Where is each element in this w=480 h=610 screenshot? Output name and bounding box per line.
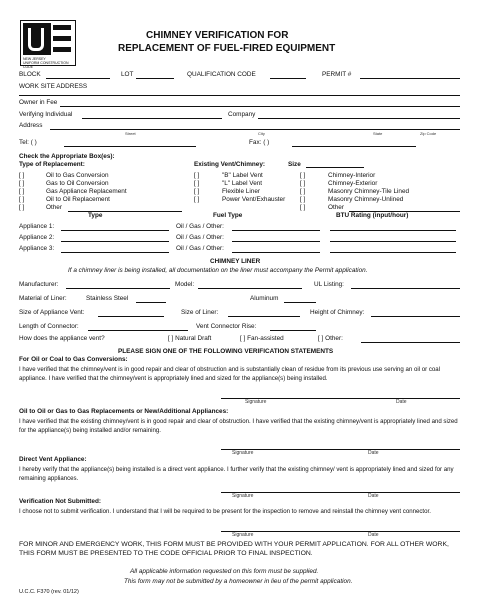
lot-label: LOT: [121, 71, 134, 78]
owner-field[interactable]: [60, 106, 460, 107]
size-liner-label: Size of Liner:: [181, 309, 219, 316]
vent-b-label: "B" Label Vent: [222, 172, 263, 179]
stainless-steel-field[interactable]: [136, 302, 166, 303]
section-1-signature-caption: Signature: [245, 399, 267, 405]
size-vent-label: Size of Appliance Vent:: [19, 309, 85, 316]
chimney-liner-heading: CHIMNEY LINER: [210, 258, 261, 265]
length-connector-field[interactable]: [88, 330, 188, 331]
footer-note-2: This form may not be submitted by a homeowner in lieu of the permit application.: [124, 578, 353, 585]
section-2-signature-caption: Signature: [232, 450, 254, 456]
vent-flexible-liner: Flexible Liner: [222, 188, 261, 195]
appliance-3-fuel-label: Oil / Gas / Other:: [176, 245, 224, 252]
replacement-gas-appliance: Gas Appliance Replacement: [46, 188, 127, 195]
replacement-box-2[interactable]: [ ]: [19, 180, 25, 187]
replacement-oil-to-oil: Oil to Oil Replacement: [46, 196, 110, 203]
vent-box-3[interactable]: [ ]: [194, 188, 200, 195]
size-heading: Size: [288, 161, 301, 168]
replacement-other-field[interactable]: [68, 211, 182, 212]
size-field[interactable]: [306, 167, 364, 168]
company-label: Company: [228, 111, 256, 118]
replacement-other: Other: [46, 204, 62, 211]
appliance-3-type-field[interactable]: [61, 252, 169, 253]
replacement-box-1[interactable]: [ ]: [19, 172, 25, 179]
permit-label: PERMIT #: [322, 71, 352, 78]
logo-c-mark: [51, 23, 71, 55]
section-direct-vent-text: I hereby verify that the appliance(s) being installed is a direct vent appliance. I further verify that the existing chimney/ vent is appropriately lined and sized for any remaining appliances.: [19, 466, 454, 482]
verifying-field[interactable]: [82, 118, 222, 119]
block-field[interactable]: [46, 78, 110, 79]
chimney-box-2[interactable]: [ ]: [300, 180, 306, 187]
chimney-interior: Chimney-Interior: [328, 172, 376, 179]
replacement-gas-to-oil: Gas to Oil Conversion: [46, 180, 109, 187]
appliance-2-fuel-label: Oil / Gas / Other:: [176, 234, 224, 241]
section-2-date-caption: Date: [368, 450, 379, 456]
replacement-box-5[interactable]: [ ]: [19, 204, 25, 211]
section-not-submitted-title: Verification Not Submitted:: [19, 498, 102, 505]
company-field[interactable]: [258, 118, 460, 119]
section-1-date-caption: Date: [396, 399, 407, 405]
form-title-1: CHIMNEY VERIFICATION FOR: [146, 30, 289, 41]
aluminum-label: Aluminum: [250, 295, 279, 302]
vent-rise-field[interactable]: [270, 330, 316, 331]
check-boxes-heading: Check the Appropriate Box(es):: [19, 153, 115, 160]
material-label: Material of Liner:: [19, 295, 67, 302]
permit-field[interactable]: [360, 78, 460, 79]
section-4-signature-caption: Signature: [232, 532, 254, 538]
qualification-code-field[interactable]: [270, 78, 306, 79]
section-oil-coal-text: I have verified that the chimney/vent is in good repair and clear of obstruction and is substantially clean of residue from its previous use serving an oil or coal appliance. I have verified that the chimney/vent is appropriately lined and sized for the appliance(s) being installed.: [19, 366, 441, 382]
ucc-logo: [20, 20, 76, 69]
form-id: U.C.C. F370 (rev. 01/12): [19, 589, 79, 595]
appliance-2-btu-field[interactable]: [330, 241, 456, 242]
vent-box-1[interactable]: [ ]: [194, 172, 200, 179]
section-replacements-title: Oil to Oil or Gas to Gas Replacements or New/Additional Appliances:: [19, 408, 229, 415]
appliance-2-type-field[interactable]: [61, 241, 169, 242]
section-3-signature-caption: Signature: [232, 493, 254, 499]
manufacturer-label: Manufacturer:: [19, 281, 59, 288]
vent-box-2[interactable]: [ ]: [194, 180, 200, 187]
lot-field[interactable]: [136, 78, 174, 79]
other-vent-option[interactable]: [ ] Other:: [318, 335, 343, 342]
chimney-liner-note: If a chimney liner is being installed, all documentation on the liner must accompany the Permit application.: [68, 267, 368, 274]
model-label: Model:: [175, 281, 195, 288]
work-site-field[interactable]: [19, 95, 460, 96]
type-column-heading: Type: [88, 212, 103, 219]
ul-listing-label: UL Listing:: [314, 281, 344, 288]
logo-text: NEW JERSEY UNIFORM CONSTRUCTION CODE: [23, 57, 69, 69]
section-direct-vent-title: Direct Vent Appliance:: [19, 456, 87, 463]
height-chimney-label: Height of Chimney:: [310, 309, 365, 316]
model-field[interactable]: [198, 288, 302, 289]
footer-instructions: FOR MINOR AND EMERGENCY WORK, THIS FORM MUST BE PROVIDED WITH YOUR PERMIT APPLICATION. FOR ALL OTHER WORK, THIS FORM MUST BE PRESENTED TO THE CODE OFFICIAL PRIOR TO FINAL INSPECTION.: [19, 541, 449, 557]
vent-rise-label: Vent Connector Rise:: [196, 323, 257, 330]
appliance-1-label: Appliance 1:: [19, 223, 55, 230]
section-3-date-caption: Date: [368, 493, 379, 499]
section-oil-coal-title: For Oil or Coal to Gas Conversions:: [19, 356, 128, 363]
size-liner-field[interactable]: [228, 316, 300, 317]
chimney-box-4[interactable]: [ ]: [300, 196, 306, 203]
form-title-2: REPLACEMENT OF FUEL-FIRED EQUIPMENT: [118, 43, 336, 54]
fax-label: Fax: ( ): [249, 139, 270, 146]
height-chimney-field[interactable]: [371, 316, 460, 317]
natural-draft-option[interactable]: [ ] Natural Draft: [168, 335, 212, 342]
work-site-label: WORK SITE ADDRESS: [19, 83, 88, 90]
chimney-exterior: Chimney-Exterior: [328, 180, 378, 187]
section-not-submitted-text: I choose not to submit verification. I understand that I will be required to be present for the inspection to remove and reinstall the chimney vent connector.: [19, 508, 431, 515]
chimney-masonry-unlined: Masonry Chimney-Unlined: [328, 196, 404, 203]
chimney-other: Other: [328, 204, 344, 211]
zip-caption: Zip Code: [420, 131, 437, 136]
section-4-signature-line[interactable]: [221, 531, 460, 532]
logo-u-block: [23, 23, 51, 55]
replacement-box-4[interactable]: [ ]: [19, 196, 25, 203]
fax-field[interactable]: [292, 146, 416, 147]
aluminum-field[interactable]: [284, 302, 316, 303]
qualification-code-label: QUALIFICATION CODE: [187, 71, 256, 78]
section-4-date-caption: Date: [368, 532, 379, 538]
footer-note-1: All applicable information requested on this form must be supplied.: [130, 568, 319, 575]
vent-box-4[interactable]: [ ]: [194, 196, 200, 203]
tel-field[interactable]: [64, 146, 196, 147]
chimney-box-3[interactable]: [ ]: [300, 188, 306, 195]
appliance-2-fuel-field[interactable]: [232, 241, 320, 242]
chimney-masonry-tile: Masonry Chimney-Tile Lined: [328, 188, 410, 195]
vent-power-exhauster: Power Vent/Exhauster: [222, 196, 286, 203]
btu-column-heading: BTU Rating (input/hour): [336, 212, 409, 219]
tel-label: Tel: ( ): [19, 139, 37, 146]
stainless-steel-label: Stainless Steel: [86, 295, 129, 302]
how-vent-label: How does the appliance vent?: [19, 335, 105, 342]
size-vent-field[interactable]: [98, 316, 164, 317]
sign-one-heading: PLEASE SIGN ONE OF THE FOLLOWING VERIFICATION STATEMENTS: [118, 348, 334, 355]
appliance-2-label: Appliance 2:: [19, 234, 55, 241]
state-caption: State: [373, 131, 383, 136]
chimney-box-5[interactable]: [ ]: [300, 204, 306, 211]
appliance-1-fuel-field[interactable]: [232, 230, 320, 231]
chimney-box-1[interactable]: [ ]: [300, 172, 306, 179]
other-vent-field[interactable]: [361, 342, 460, 343]
address-field[interactable]: [50, 129, 460, 130]
ul-listing-field[interactable]: [351, 288, 460, 289]
fuel-column-heading: Fuel Type: [213, 212, 243, 219]
vent-l-label: "L" Label Vent: [222, 180, 263, 187]
section-2-signature-line[interactable]: [221, 449, 460, 450]
replacement-oil-to-gas: Oil to Gas Conversion: [46, 172, 109, 179]
length-connector-label: Length of Connector:: [19, 323, 79, 330]
replacement-box-3[interactable]: [ ]: [19, 188, 25, 195]
type-replacement-heading: Type of Replacement:: [19, 161, 85, 168]
city-caption: City: [258, 131, 265, 136]
appliance-1-fuel-label: Oil / Gas / Other:: [176, 223, 224, 230]
address-label: Address: [19, 122, 43, 129]
street-caption: Street: [125, 131, 136, 136]
appliance-1-btu-field[interactable]: [330, 230, 456, 231]
fan-assisted-option[interactable]: [ ] Fan-assisted: [240, 335, 284, 342]
verifying-label: Verifying Individual: [19, 111, 73, 118]
section-3-signature-line[interactable]: [221, 492, 460, 493]
owner-label: Owner in Fee: [19, 99, 58, 106]
appliance-3-btu-field[interactable]: [330, 252, 456, 253]
appliance-1-type-field[interactable]: [61, 230, 169, 231]
manufacturer-field[interactable]: [66, 288, 170, 289]
appliance-3-label: Appliance 3:: [19, 245, 55, 252]
section-replacements-text: I have verified that the existing chimney/vent is in good repair and clear of obstruction. I have verified that the existing chimney/vent is appropriately lined and sized for the appliance(s) being installed and/or remaining.: [19, 418, 458, 434]
appliance-3-fuel-field[interactable]: [232, 252, 320, 253]
existing-vent-heading: Existing Vent/Chimney:: [194, 161, 266, 168]
block-label: BLOCK: [19, 71, 41, 78]
